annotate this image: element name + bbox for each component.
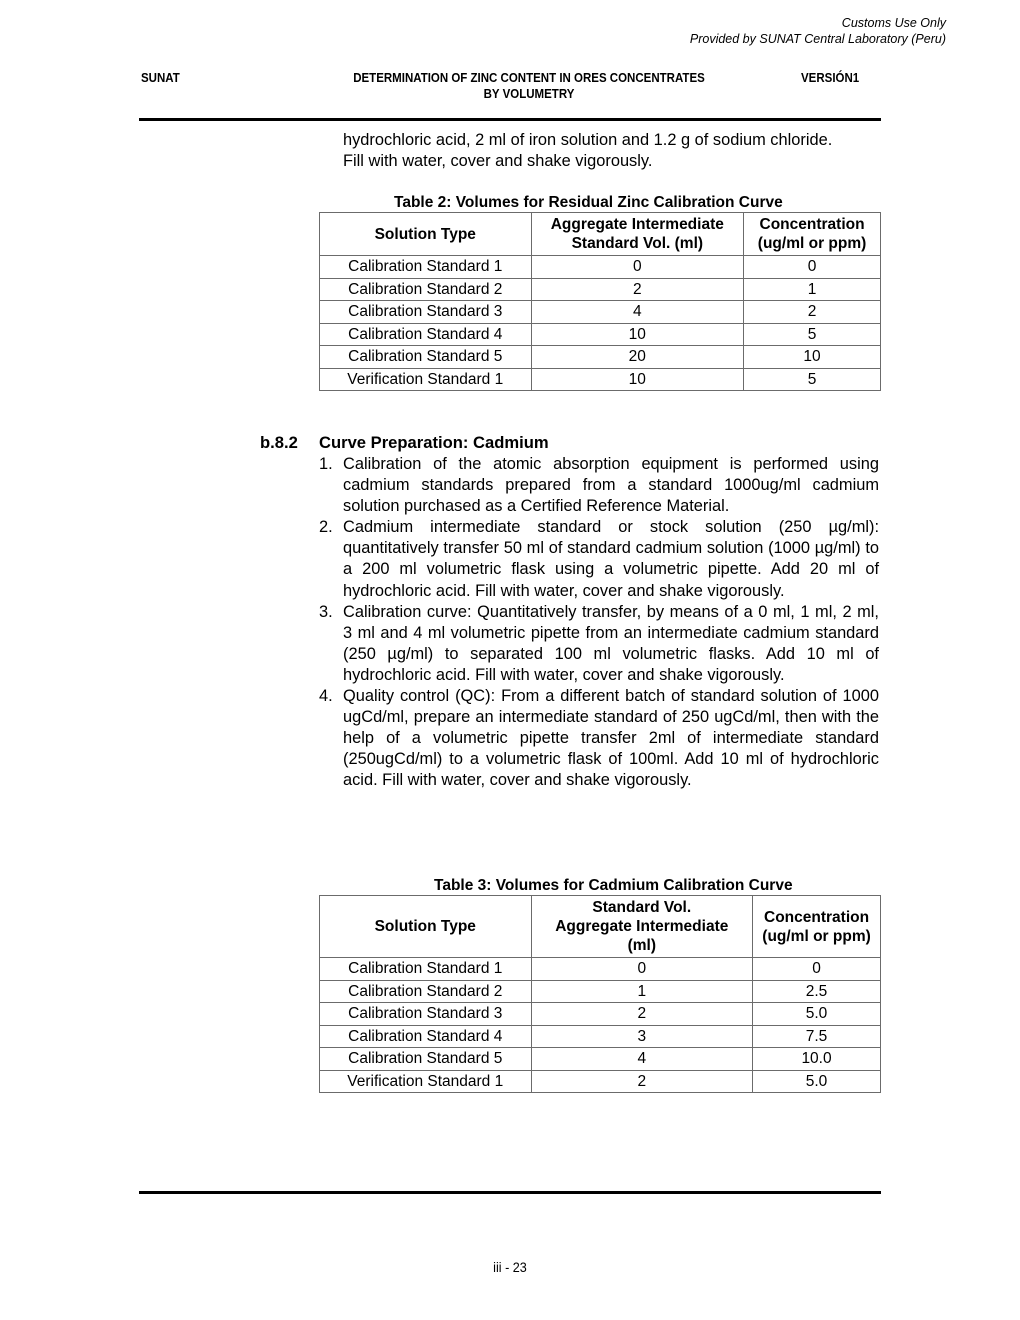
cell-solution-type: Calibration Standard 1 <box>320 958 532 981</box>
table3-caption: Table 3: Volumes for Cadmium Calibration Curve <box>434 877 793 894</box>
table-row <box>320 1003 881 1026</box>
cell-concentration: 1 <box>744 278 881 301</box>
table-row <box>320 256 881 279</box>
table-row <box>320 1070 881 1093</box>
cell-concentration: 10 <box>744 346 881 369</box>
cell-concentration: 0 <box>753 958 881 981</box>
cell-volume: 20 <box>531 346 744 369</box>
table-row <box>320 368 881 391</box>
step-text: Cadmium intermediate standard or stock solution (250 µg/ml): quantitatively transfer 50 ml of standard cadmium solution (1000 µg/ml) to a 200 ml volumetric flask using a volumetric pipette. Add 20 ml of hydrochloric acid. Fill with water, cover and shake vigorously. <box>343 518 879 600</box>
intro-paragraph <box>343 130 880 172</box>
step-number: 3. <box>319 602 333 621</box>
table3-header-solution-type: Solution Type <box>320 896 532 958</box>
cell-concentration: 5 <box>744 323 881 346</box>
cell-solution-type: Calibration Standard 3 <box>320 1003 532 1026</box>
cell-concentration: 2.5 <box>753 980 881 1003</box>
cell-solution-type: Verification Standard 1 <box>320 1070 532 1093</box>
customs-line-1: Customs Use Only <box>841 16 946 30</box>
step-number: 1. <box>319 455 333 473</box>
section-number: b.8.2 <box>260 433 298 452</box>
cell-solution-type: Calibration Standard 2 <box>320 980 532 1003</box>
cell-volume: 10 <box>531 368 744 391</box>
table3 <box>319 895 881 1093</box>
cell-solution-type: Calibration Standard 4 <box>320 323 532 346</box>
table2-header-volume: Aggregate Intermediate Standard Vol. (ml) <box>531 213 744 256</box>
table-row <box>320 1025 881 1048</box>
cell-solution-type: Calibration Standard 1 <box>320 256 532 279</box>
cell-concentration: 10.0 <box>753 1048 881 1071</box>
cell-volume: 2 <box>531 278 744 301</box>
cell-volume: 4 <box>531 1048 753 1071</box>
footer-rule <box>139 1191 881 1194</box>
intro-line-1: hydrochloric acid, 2 ml of iron solution and 1.2 g of sodium chloride. <box>343 131 833 149</box>
cell-volume: 10 <box>531 323 744 346</box>
cell-volume: 1 <box>531 980 753 1003</box>
table-row <box>320 323 881 346</box>
step-item <box>319 517 879 601</box>
table-row <box>320 1048 881 1071</box>
cell-concentration: 5.0 <box>753 1070 881 1093</box>
cell-solution-type: Calibration Standard 2 <box>320 278 532 301</box>
table-row <box>320 346 881 369</box>
table3-header-row <box>320 896 881 958</box>
step-number: 2. <box>319 518 333 537</box>
procedure-steps <box>319 454 879 792</box>
page-number: iii - 23 <box>493 1259 527 1275</box>
cell-solution-type: Calibration Standard 5 <box>320 1048 532 1071</box>
table-row <box>320 980 881 1003</box>
step-item <box>319 602 879 686</box>
cell-volume: 3 <box>531 1025 753 1048</box>
cell-concentration: 5 <box>744 368 881 391</box>
cell-concentration: 5.0 <box>753 1003 881 1026</box>
customs-line-2: Provided by SUNAT Central Laboratory (Peru) <box>689 32 946 46</box>
cell-volume: 0 <box>531 256 744 279</box>
table-row <box>320 301 881 324</box>
section-title: Curve Preparation: Cadmium <box>319 433 549 452</box>
table2-header-row <box>320 213 881 256</box>
cell-concentration: 2 <box>744 301 881 324</box>
header-version: VERSIÓN1 <box>801 71 860 85</box>
cell-solution-type: Verification Standard 1 <box>320 368 532 391</box>
step-number: 4. <box>319 687 333 706</box>
header-org: SUNAT <box>141 71 180 85</box>
cell-volume: 0 <box>531 958 753 981</box>
table-row <box>320 278 881 301</box>
header-rule <box>139 118 881 121</box>
cell-solution-type: Calibration Standard 4 <box>320 1025 532 1048</box>
step-text: Calibration curve: Quantitatively transfer, by means of a 0 ml, 1 ml, 2 ml, 3 ml and 4 ml volumetric pipette from an intermediate cadmium standard (250 µg/ml) to separated 100 ml volumetric flasks. Add 10 ml of hydrochloric acid. Fill with water, cover and shake vigorously. <box>343 602 879 684</box>
header-title-line-2: BY VOLUMETRY <box>483 87 575 101</box>
cell-volume: 2 <box>531 1003 753 1026</box>
cell-volume: 4 <box>531 301 744 324</box>
table2-header-concentration: Concentration (ug/ml or ppm) <box>744 213 881 256</box>
table-row <box>320 958 881 981</box>
table2-caption: Table 2: Volumes for Residual Zinc Calibration Curve <box>394 194 783 211</box>
intro-line-2: Fill with water, cover and shake vigorously. <box>343 152 653 171</box>
cell-solution-type: Calibration Standard 3 <box>320 301 532 324</box>
table3-header-concentration: Concentration (ug/ml or ppm) <box>753 896 881 958</box>
table3-header-volume: Standard Vol. Aggregate Intermediate (ml) <box>531 896 753 958</box>
cell-solution-type: Calibration Standard 5 <box>320 346 532 369</box>
customs-notice <box>690 15 946 47</box>
step-text: Quality control (QC): From a different batch of standard solution of 1000 ugCd/ml, prepare an intermediate standard of 250 ugCd/ml, then with the help of a volumetric pipette transfer 2ml of intermediate standard (250ugCd/ml) to a volumetric flask of 100ml. Add 10 ml of hydrochloric acid. Fill with water, cover and shake vigorously. <box>343 687 879 790</box>
step-item <box>319 454 879 517</box>
cell-concentration: 7.5 <box>753 1025 881 1048</box>
step-item <box>319 686 879 791</box>
header-title <box>317 70 740 102</box>
table2-header-solution-type: Solution Type <box>320 213 532 256</box>
step-text: Calibration of the atomic absorption equipment is performed using cadmium standards prepared from a standard 1000ug/ml cadmium solution purchased as a Certified Reference Material. <box>343 455 879 516</box>
table2 <box>319 212 881 391</box>
cell-volume: 2 <box>531 1070 753 1093</box>
cell-concentration: 0 <box>744 256 881 279</box>
header-title-line-1: DETERMINATION OF ZINC CONTENT IN ORES CONCENTRATES <box>353 71 705 85</box>
